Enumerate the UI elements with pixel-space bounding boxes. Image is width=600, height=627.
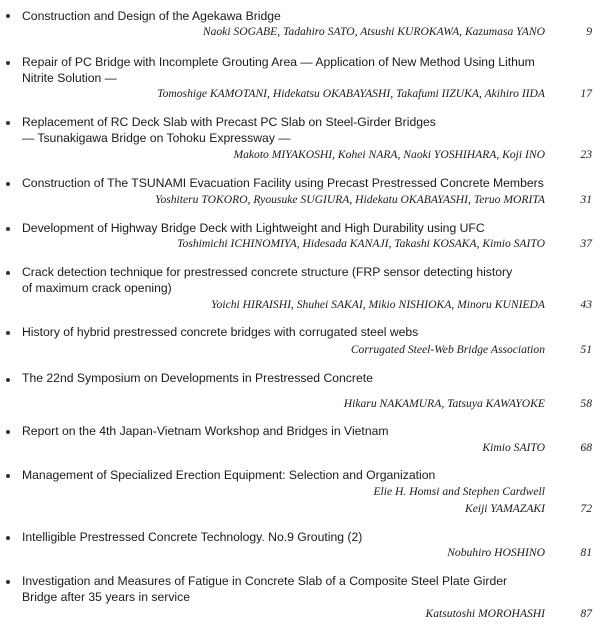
article-title: Development of Highway Bridge Deck with Lightweight and High Durability using UFC: [22, 221, 485, 235]
bullet-icon: [6, 271, 10, 275]
article-title: Replacement of RC Deck Slab with Precast PC Slab on Steel-Girder Bridges — Tsunakigawa Bridge on Tohoku Expressway —: [22, 115, 436, 145]
article-authors: Toshimichi ICHINOMIYA, Hidesada KANAJI, Takashi KOSAKA, Kimio SAITO: [177, 237, 545, 250]
page-number: 72: [580, 502, 592, 515]
article-authors: Katsutoshi MOROHASHI: [425, 607, 545, 620]
bullet-icon: [6, 14, 10, 18]
article-authors: Keiji YAMAZAKI: [464, 502, 545, 515]
page-number: 37: [580, 237, 592, 250]
article-authors: Tomoshige KAMOTANI, Hidekatsu OKABAYASHI, Takafumi IIZUKA, Akihiro IIDA: [157, 87, 545, 100]
article-title: The 22nd Symposium on Developments in Prestressed Concrete: [22, 371, 373, 385]
article-title: Report on the 4th Japan-Vietnam Workshop and Bridges in Vietnam: [22, 424, 389, 438]
page-number: 23: [580, 148, 592, 161]
page-number: 43: [580, 298, 592, 311]
page-number: 58: [580, 397, 592, 410]
page-number: 87: [580, 607, 592, 620]
article-authors: Elie H. Homsi and Stephen Cardwell: [373, 485, 545, 498]
article-title: Intelligible Prestressed Concrete Technology. No.9 Grouting (2): [22, 530, 363, 544]
bullet-icon: [6, 536, 10, 540]
page-number: 68: [580, 441, 592, 454]
page-number: 9: [586, 25, 592, 38]
page-number: 31: [580, 193, 592, 206]
article-authors: Yoshiteru TOKORO, Ryousuke SUGIURA, Hidekatu OKABAYASHI, Teruo MORITA: [155, 193, 545, 206]
article-title: History of hybrid prestressed concrete bridges with corrugated steel webs: [22, 325, 419, 339]
article-title: Investigation and Measures of Fatigue in Concrete Slab of a Composite Steel Plate Girder Bridge after 35 years in service: [22, 574, 508, 604]
bullet-icon: [6, 378, 10, 382]
article-authors: Kimio SAITO: [482, 441, 545, 454]
article-title: Crack detection technique for prestressed concrete structure (FRP sensor detecting history of maximum crack opening): [22, 265, 513, 295]
bullet-icon: [6, 182, 10, 186]
page-number: 17: [580, 87, 592, 100]
article-authors: Hikaru NAKAMURA, Tatsuya KAWAYOKE: [343, 397, 545, 410]
article-authors: Nobuhiro HOSHINO: [447, 546, 545, 559]
bullet-icon: [6, 474, 10, 478]
article-title: Construction and Design of the Agekawa Bridge: [22, 9, 281, 23]
article-title: Management of Specialized Erection Equipment: Selection and Organization: [22, 468, 436, 482]
bullet-icon: [6, 430, 10, 434]
page-number: 81: [580, 546, 592, 559]
article-authors: Yoichi HIRAISHI, Shuhei SAKAI, Mikio NISHIOKA, Minoru KUNIEDA: [211, 298, 545, 311]
bullet-icon: [6, 61, 10, 65]
bullet-icon: [6, 580, 10, 584]
article-authors: Corrugated Steel-Web Bridge Association: [350, 343, 545, 356]
page-number: 51: [580, 343, 592, 356]
bullet-icon: [6, 331, 10, 335]
article-title: Construction of The TSUNAMI Evacuation Facility using Precast Prestressed Concrete Members: [22, 176, 544, 190]
article-authors: Naoki SOGABE, Tadahiro SATO, Atsushi KUROKAWA, Kazumasa YANO: [202, 25, 545, 38]
bullet-icon: [6, 121, 10, 125]
article-authors: Makoto MIYAKOSHI, Kohei NARA, Naoki YOSHIHARA, Koji INO: [233, 148, 545, 161]
article-title: Repair of PC Bridge with Incomplete Grouting Area — Application of New Method Using Lithum Nitrite Solution —: [22, 55, 535, 85]
bullet-icon: [6, 227, 10, 231]
